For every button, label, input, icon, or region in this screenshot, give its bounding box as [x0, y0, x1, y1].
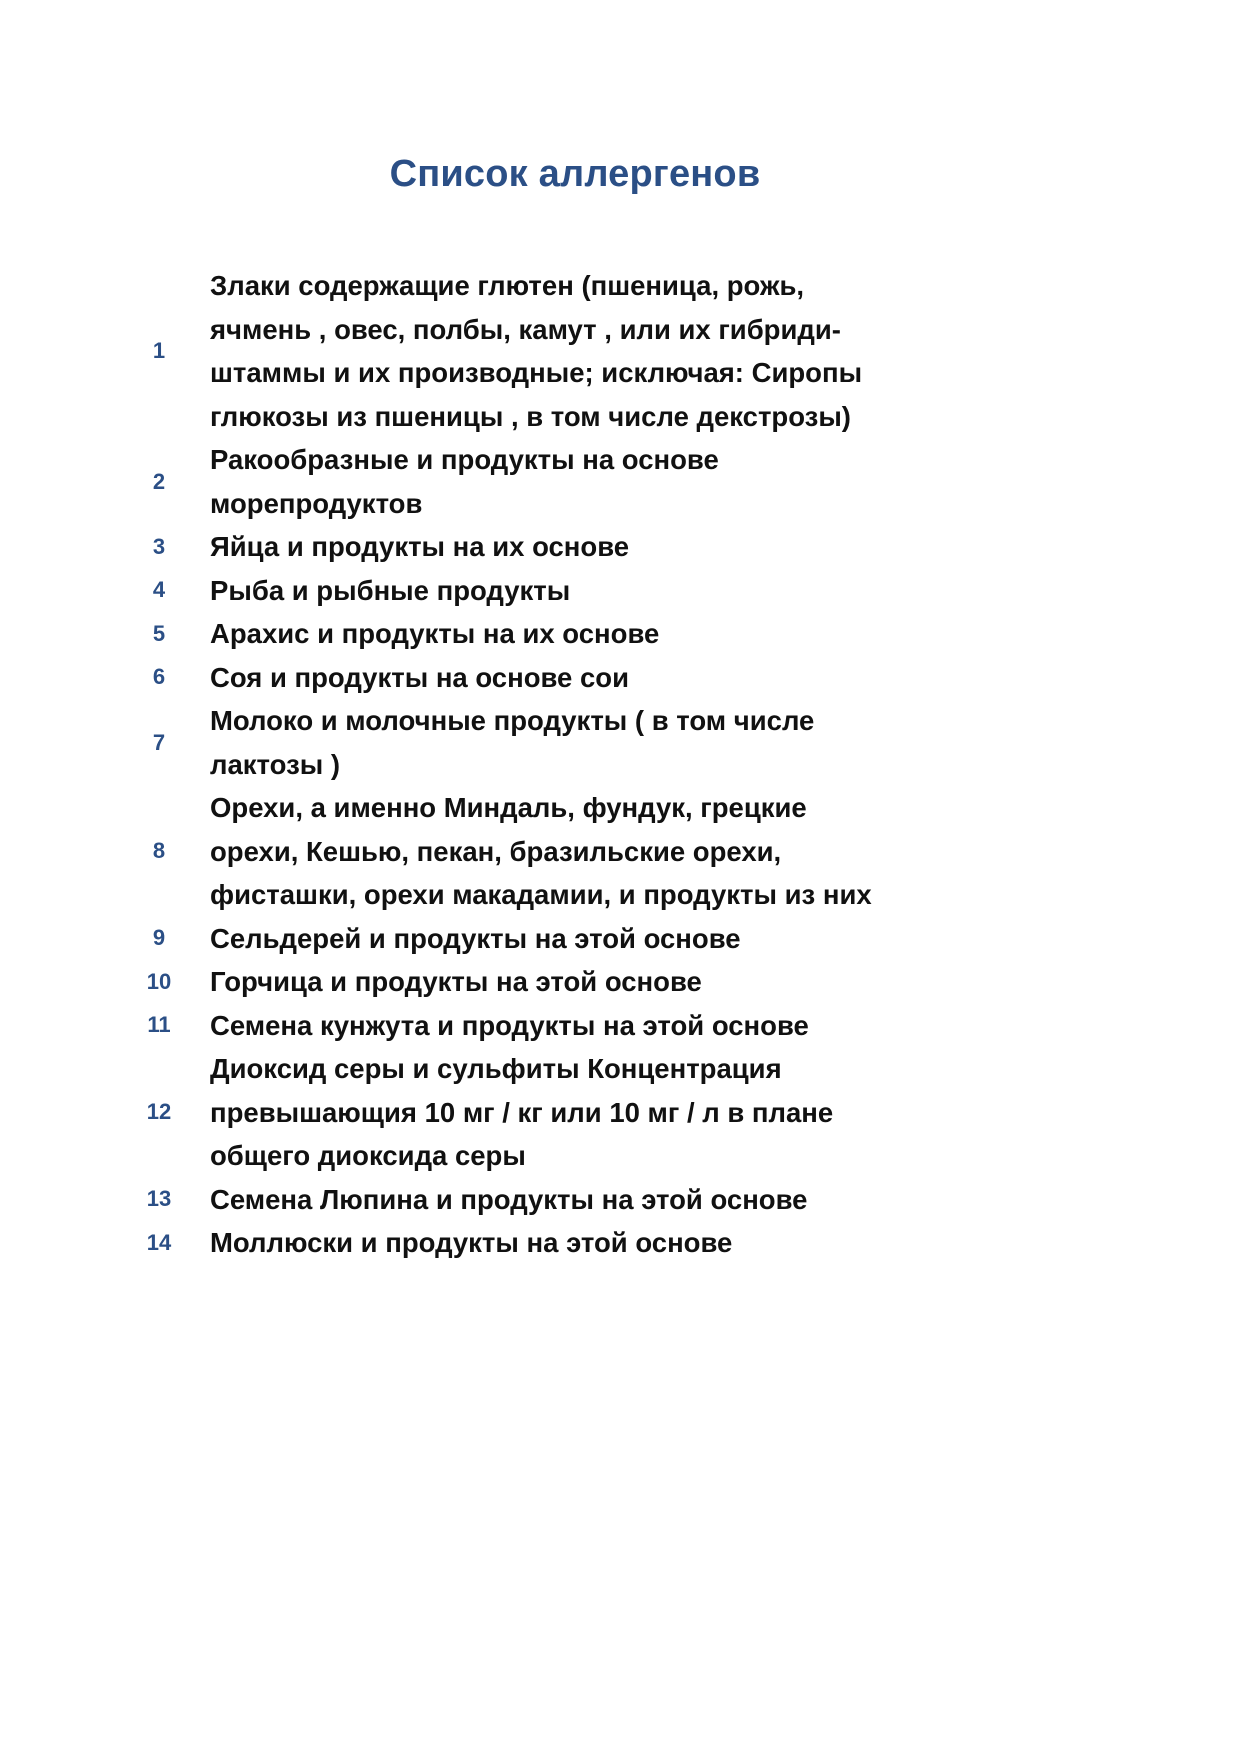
list-item: [130, 917, 950, 961]
list-item: [130, 1004, 950, 1048]
item-text: Арахис и продукты на их основе: [210, 618, 660, 649]
list-item: [130, 1178, 950, 1222]
list-item: [130, 656, 950, 700]
item-text: Ракообразные и продукты на основе морепродуктов: [210, 444, 719, 519]
list-item: [130, 525, 950, 569]
item-number: 8: [152, 838, 166, 864]
list-item: [130, 786, 950, 917]
item-number: 13: [146, 1186, 172, 1212]
item-text: Соя и продукты на основе сои: [210, 661, 629, 693]
item-number: 12: [146, 1099, 172, 1125]
list-item: [130, 1221, 950, 1265]
item-number: 14: [146, 1229, 172, 1255]
list-item: [130, 699, 950, 786]
item-text: Семена Люпина и продукты на этой основе: [210, 1183, 808, 1215]
item-number: 7: [152, 729, 166, 755]
item-text: Рыба и рыбные продукты: [210, 574, 571, 606]
list-item: [130, 569, 950, 613]
item-number: 11: [147, 1012, 171, 1038]
page-title: Список аллергенов: [389, 153, 761, 195]
list-item: [130, 264, 950, 438]
item-number: 10: [146, 968, 172, 994]
item-text: Злаки содержащие глютен (пшеница, рожь, ячмень , овес, полбы, камут , или их гибриди- штаммы и их производные; исключая: Сиропы глюкозы из пшеницы , в том числе декстрозы): [210, 270, 863, 432]
item-number: 3: [152, 533, 166, 559]
item-number: 2: [152, 468, 166, 494]
item-text: Диоксид серы и сульфиты Концентрация превышающия 10 мг / кг или 10 мг / л в плане общего диоксида серы: [210, 1053, 834, 1171]
item-text: Моллюски и продукты на этой основе: [210, 1227, 733, 1258]
allergen-list: [130, 264, 950, 1265]
item-number: 9: [152, 925, 166, 951]
list-item: [130, 960, 950, 1004]
list-item: [130, 1047, 950, 1178]
item-number: 6: [152, 664, 166, 690]
item-text: Сельдерей и продукты на этой основе: [210, 922, 741, 954]
item-text: Семена кунжута и продукты на этой основе: [210, 1009, 809, 1041]
item-text: Яйца и продукты на их основе: [210, 531, 630, 562]
item-number: 1: [152, 338, 166, 363]
item-number: 4: [152, 577, 166, 603]
list-item: [130, 438, 950, 525]
item-text: Молоко и молочные продукты ( в том числе лактозы ): [210, 705, 815, 780]
list-item: [130, 612, 950, 656]
item-text: Орехи, а именно Миндаль, фундук, грецкие орехи, Кешью, пекан, бразильские орехи, фисташки, орехи макадамии, и продукты из них: [210, 792, 872, 910]
item-text: Горчица и продукты на этой основе: [210, 966, 702, 997]
item-number: 5: [152, 620, 166, 646]
